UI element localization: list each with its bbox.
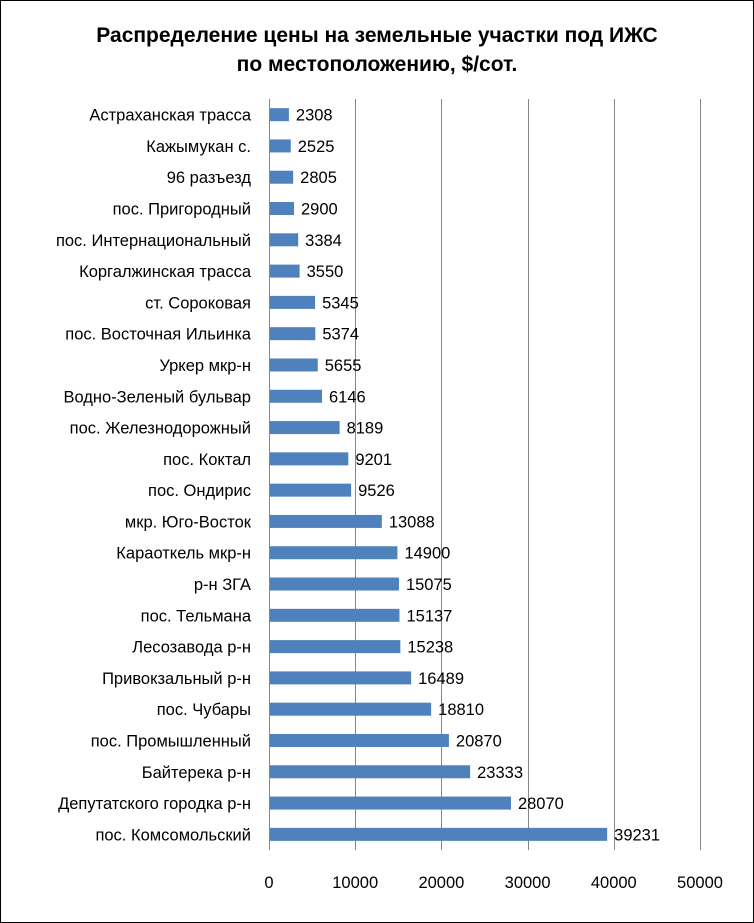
category-label: пос. Комсомольский — [95, 826, 251, 845]
chart-title-line-1: Распределение цены на земельные участки под ИЖС — [96, 24, 658, 47]
data-label: 15137 — [406, 607, 453, 626]
x-tick-label: 30000 — [504, 874, 551, 892]
x-tick-label: 10000 — [332, 874, 379, 892]
data-label: 15238 — [407, 638, 454, 657]
bar — [270, 233, 298, 246]
data-label: 9201 — [355, 450, 393, 469]
category-label: Астраханская трасса — [89, 106, 251, 125]
x-tick-label: 40000 — [590, 874, 637, 892]
bar — [270, 734, 449, 747]
bar — [270, 296, 315, 309]
bar — [270, 139, 291, 152]
category-label: пос. Пригородный — [112, 200, 251, 219]
data-label: 2308 — [295, 106, 333, 125]
data-label: 39231 — [614, 826, 661, 845]
bar — [270, 828, 607, 841]
x-tick-label: 20000 — [418, 874, 465, 892]
bar — [270, 797, 511, 810]
data-labels — [296, 107, 660, 845]
category-label: мкр. Юго-Восток — [124, 513, 251, 532]
bar — [270, 515, 382, 528]
category-label: Водно-Зеленый бульвар — [63, 388, 251, 407]
category-label: пос. Чубары — [156, 701, 251, 720]
category-label: Уркер мкр-н — [159, 356, 251, 375]
data-label: 2525 — [297, 137, 335, 156]
bar — [270, 703, 431, 716]
category-label: пос. Железнодорожный — [69, 419, 251, 438]
bar — [270, 390, 322, 403]
category-label: Кажымукан с. — [146, 137, 251, 156]
data-label: 6146 — [328, 388, 366, 407]
category-label: р-н ЗГА — [193, 576, 251, 595]
data-label: 18810 — [438, 701, 485, 720]
bar — [270, 609, 399, 622]
category-label: 96 разъезд — [166, 169, 251, 188]
bar — [270, 265, 300, 278]
category-labels — [56, 107, 252, 845]
data-label: 23333 — [477, 763, 524, 782]
bar — [270, 327, 315, 340]
bar — [270, 671, 411, 684]
data-label: 16489 — [418, 669, 465, 688]
data-label: 14900 — [404, 544, 451, 563]
data-label: 5374 — [322, 325, 360, 344]
data-label: 2900 — [300, 200, 338, 219]
category-label: пос. Ондирис — [148, 482, 251, 501]
bar — [270, 202, 294, 215]
category-label: пос. Промышленный — [90, 732, 251, 751]
category-label: пос. Восточная Ильинка — [65, 325, 251, 344]
data-label: 13088 — [388, 513, 435, 532]
data-label: 15075 — [405, 576, 452, 595]
bar — [270, 578, 399, 591]
data-label: 3384 — [305, 231, 342, 250]
bar — [270, 546, 397, 559]
bar — [270, 108, 289, 121]
category-label: Караоткель мкр-н — [116, 544, 251, 563]
bar — [270, 484, 351, 497]
data-label: 3550 — [306, 263, 344, 282]
data-label: 8189 — [346, 419, 384, 438]
bar — [270, 171, 293, 184]
category-label: Привокзальный р-н — [102, 669, 251, 688]
data-label: 5345 — [322, 294, 359, 313]
bar — [270, 765, 470, 778]
data-label: 20870 — [455, 732, 502, 751]
x-tick-label: 50000 — [677, 874, 723, 892]
category-label: Коргалжинская трасса — [79, 263, 251, 282]
data-label: 9526 — [358, 482, 395, 501]
category-label: пос. Тельмана — [140, 607, 251, 626]
data-label: 5655 — [324, 356, 362, 375]
category-label: Байтерека р-н — [141, 763, 251, 782]
category-label: ст. Сороковая — [145, 294, 251, 313]
chart-title-line-2: по местоположению, $/сот. — [236, 53, 518, 76]
category-label: Лесозавода р-н — [132, 638, 251, 657]
x-tick-label: 0 — [264, 874, 274, 892]
bar — [270, 421, 340, 434]
category-label: пос. Коктал — [163, 450, 251, 469]
bar — [270, 358, 318, 371]
bar — [270, 640, 400, 653]
data-label: 2805 — [300, 169, 337, 188]
x-axis-tick-labels — [264, 874, 723, 892]
data-label: 28070 — [517, 795, 564, 814]
category-label: пос. Интернациональный — [55, 231, 251, 250]
category-label: Депутатского городка р-н — [58, 795, 251, 814]
bar — [270, 452, 348, 465]
